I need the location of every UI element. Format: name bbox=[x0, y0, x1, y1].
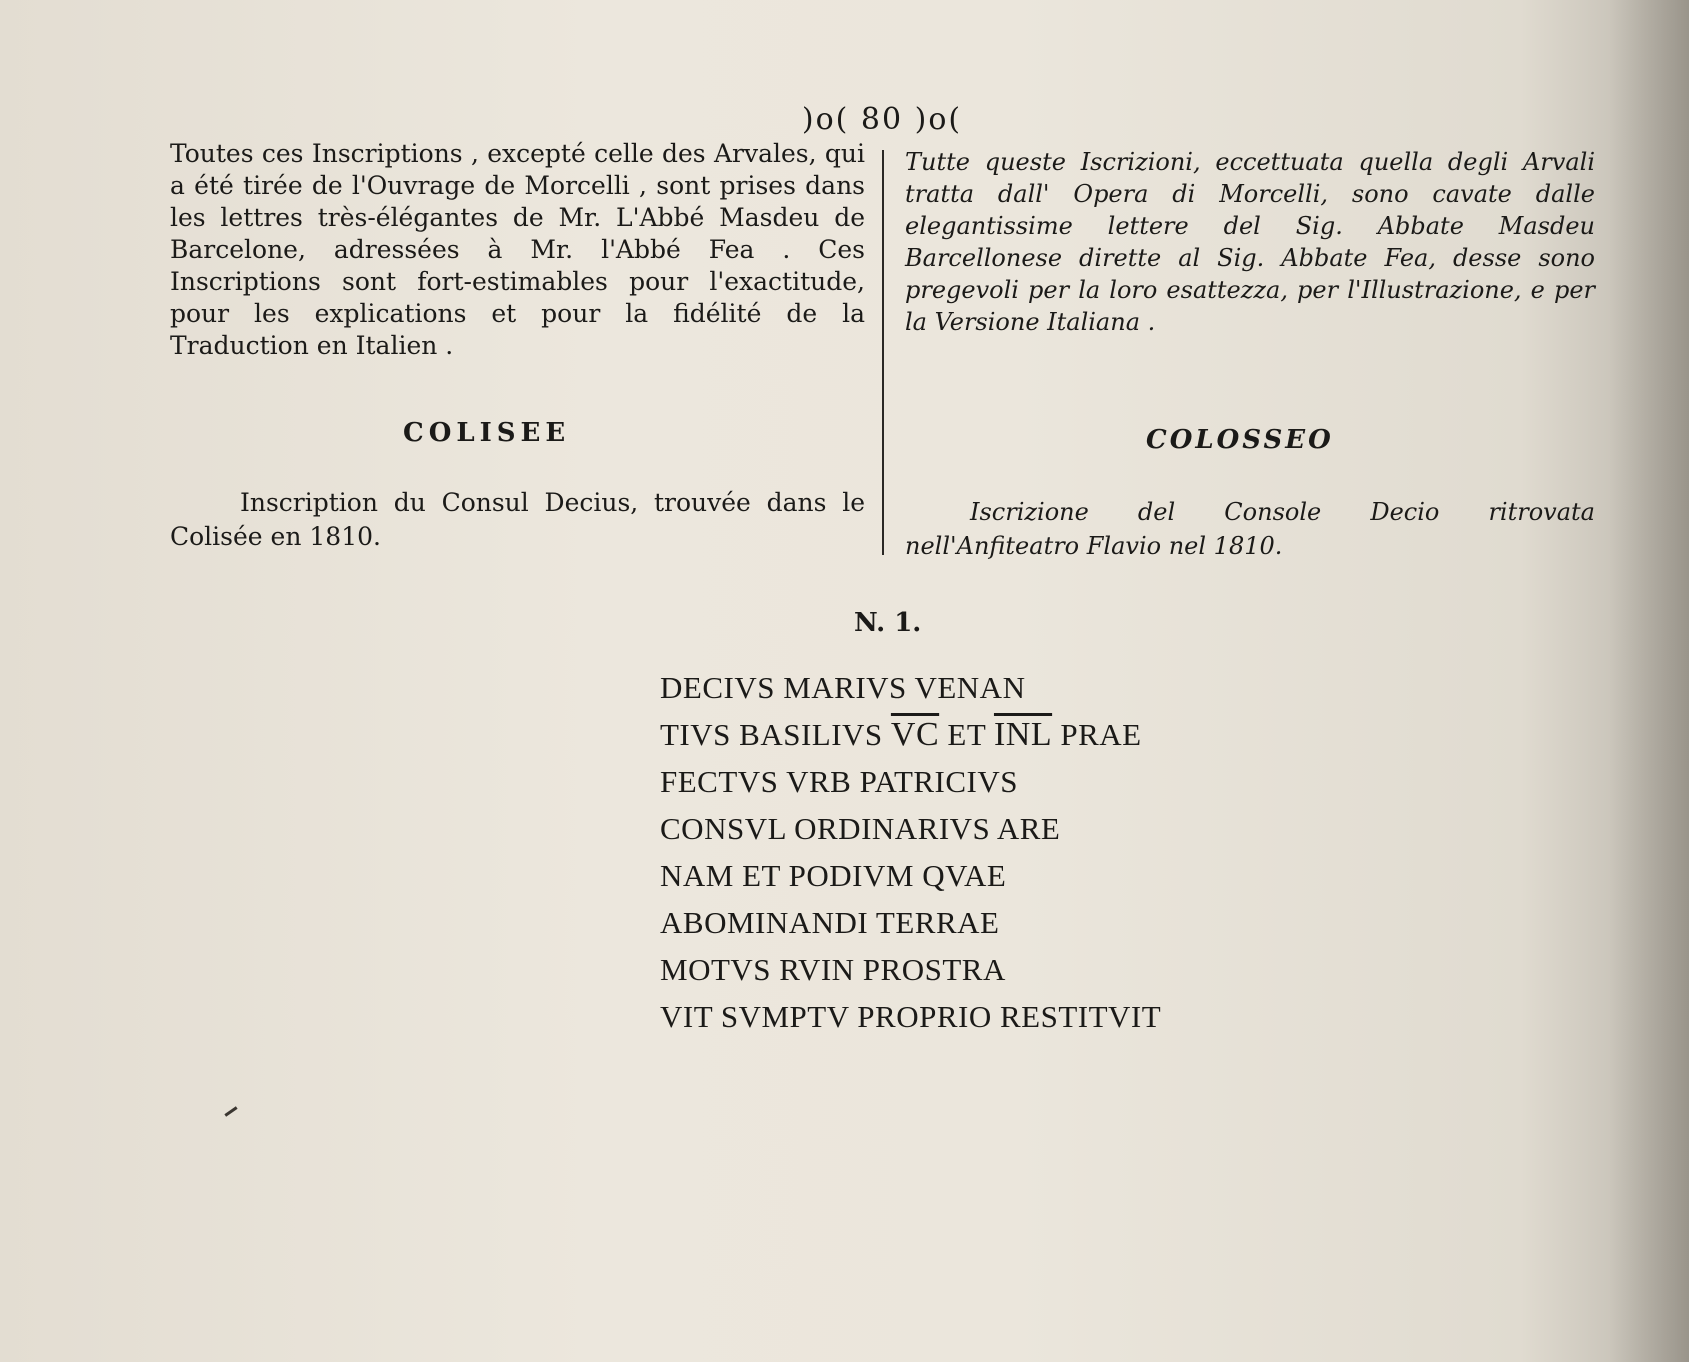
page-edge-shadow bbox=[1609, 0, 1689, 1362]
inscription-line: TIVS BASILIVS $\overline{VC}$ ET $\overline{INL}$ PRAE bbox=[660, 716, 1142, 753]
french-heading: COLISEE bbox=[403, 418, 571, 448]
abbreviation-vc: $\overline{VC}$ bbox=[890, 716, 940, 753]
inscription-text bbox=[660, 664, 1220, 1040]
inscription-line: DECIVS MARIVS VENAN bbox=[660, 670, 1026, 705]
italian-column bbox=[905, 146, 1595, 338]
ink-mark bbox=[224, 1106, 237, 1116]
page-number: )o( 80 )o( bbox=[801, 102, 963, 137]
column-divider bbox=[882, 150, 884, 555]
italian-paragraph: Tutte queste Iscrizioni, eccettuata quella degli Arvali tratta dall' Opera di Morcelli, sono cavate dalle elegantissime lettere del Sig. Abbate Masdeu Barcellonese dirette al Sig. Abbate Fea, desse sono pregevoli per la loro esattezza, per l'Illustrazione, e per la Versione Italiana . bbox=[905, 148, 1595, 336]
inscription-line: NAM ET PODIVM QVAE bbox=[660, 858, 1007, 893]
french-subtitle: Inscription du Consul Decius, trouvée dans le Colisée en 1810. bbox=[170, 488, 865, 551]
french-column bbox=[170, 138, 865, 362]
inscription-line: MOTVS RVIN PROSTRA bbox=[660, 952, 1006, 987]
inscription-line: VIT SVMPTV PROPRIO RESTITVIT bbox=[660, 999, 1162, 1034]
inscription-number: N. 1. bbox=[854, 608, 922, 638]
inscription-line: CONSVL ORDINARIVS ARE bbox=[660, 811, 1061, 846]
italian-heading: COLOSSEO bbox=[1146, 425, 1334, 455]
inscription-line: ABOMINANDI TERRAE bbox=[660, 905, 1000, 940]
abbreviation-inl: $\overline{INL}$ bbox=[993, 716, 1053, 753]
inscription-line: FECTVS VRB PATRICIVS bbox=[660, 764, 1019, 799]
french-paragraph: Toutes ces Inscriptions , excepté celle des Arvales, qui a été tirée de l'Ouvrage de Morcelli , sont prises dans les lettres très-élégantes de Mr. L'Abbé Masdeu de Barcelone, adressées à Mr. l'Abbé Fea . Ces Inscriptions sont fort-estimables pour l'exactitude, pour les explications et pour la fidélité de la Traduction en Italien . bbox=[170, 139, 865, 360]
italian-subtitle: Iscrizione del Console Decio ritrovata nell'Anfiteatro Flavio nel 1810. bbox=[905, 498, 1595, 560]
